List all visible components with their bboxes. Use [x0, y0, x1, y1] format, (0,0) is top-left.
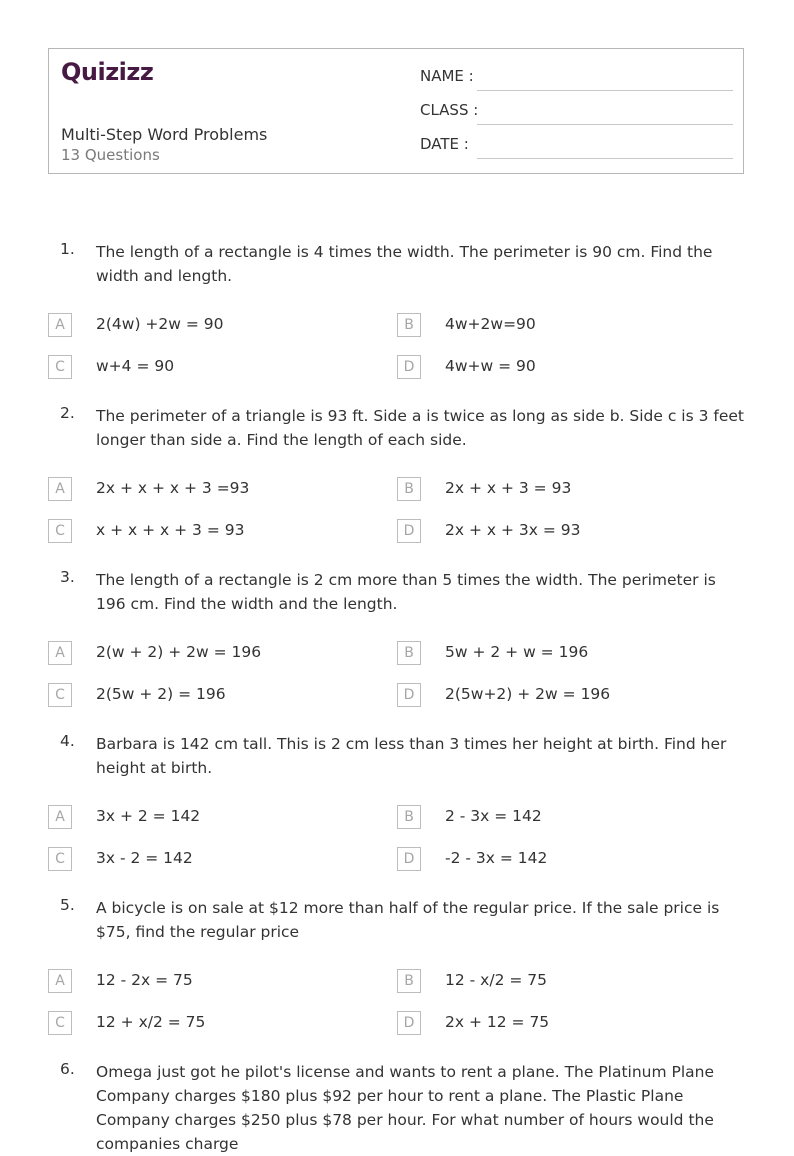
option-letter-box[interactable]: B [397, 805, 421, 829]
option-letter-box[interactable]: C [48, 683, 72, 707]
question-text: The perimeter of a triangle is 93 ft. Side a is twice as long as side b. Side c is 3 feet longer than side a. Find the length of each side. [96, 407, 744, 449]
option-text: 12 + x/2 = 75 [96, 1013, 206, 1031]
question-text: A bicycle is on sale at $12 more than half of the regular price. If the sale price is $75, find the regular price [96, 899, 720, 941]
option-text: 2(4w) +2w = 90 [96, 315, 224, 333]
question-text: Barbara is 142 cm tall. This is 2 cm less than 3 times her height at birth. Find her height at birth. [96, 735, 727, 777]
option-letter-box[interactable]: C [48, 1011, 72, 1035]
option-text: x + x + x + 3 = 93 [96, 521, 245, 539]
worksheet-title: Multi-Step Word Problems [61, 125, 268, 144]
option-letter-box[interactable]: A [48, 969, 72, 993]
option-letter-box[interactable]: B [397, 641, 421, 665]
question-count: 13 Questions [61, 146, 160, 164]
option-letter-box[interactable]: D [397, 355, 421, 379]
question-number: 1. [60, 240, 75, 258]
option-letter-box[interactable]: A [48, 641, 72, 665]
option-text: 4w+w = 90 [445, 357, 536, 375]
option-letter-box[interactable]: D [397, 683, 421, 707]
option-text: w+4 = 90 [96, 357, 175, 375]
option-letter-box[interactable]: A [48, 477, 72, 501]
date-field[interactable] [420, 135, 733, 159]
option-text: 2(w + 2) + 2w = 196 [96, 643, 262, 661]
class-label: CLASS : [420, 101, 479, 119]
option-text: 3x + 2 = 142 [96, 807, 201, 825]
option-text: 4w+2w=90 [445, 315, 536, 333]
option-text: 2x + x + 3 = 93 [445, 479, 572, 497]
option-text: -2 - 3x = 142 [445, 849, 548, 867]
option-text: 3x - 2 = 142 [96, 849, 193, 867]
option-letter-box[interactable]: C [48, 519, 72, 543]
option-text: 2x + 12 = 75 [445, 1013, 550, 1031]
option-letter-box[interactable]: A [48, 805, 72, 829]
question-number: 4. [60, 732, 75, 750]
question-text: The length of a rectangle is 4 times the width. The perimeter is 90 cm. Find the width and length. [96, 243, 713, 285]
date-line[interactable] [477, 158, 733, 159]
question-number: 2. [60, 404, 75, 422]
option-text: 2(5w + 2) = 196 [96, 685, 226, 703]
class-line[interactable] [477, 124, 733, 125]
option-text: 2x + x + 3x = 93 [445, 521, 581, 539]
option-letter-box[interactable]: C [48, 847, 72, 871]
name-field[interactable] [420, 67, 733, 91]
option-letter-box[interactable]: B [397, 969, 421, 993]
option-text: 12 - 2x = 75 [96, 971, 193, 989]
option-text: 12 - x/2 = 75 [445, 971, 547, 989]
date-label: DATE : [420, 135, 469, 153]
name-line[interactable] [477, 90, 733, 91]
option-letter-box[interactable]: C [48, 355, 72, 379]
class-field[interactable] [420, 101, 733, 125]
option-text: 2x + x + x + 3 =93 [96, 479, 250, 497]
option-text: 5w + 2 + w = 196 [445, 643, 589, 661]
name-label: NAME : [420, 67, 474, 85]
question-number: 5. [60, 896, 75, 914]
quizizz-logo: Quizizz [61, 58, 154, 86]
question-number: 3. [60, 568, 75, 586]
option-text: 2(5w+2) + 2w = 196 [445, 685, 611, 703]
question-text: The length of a rectangle is 2 cm more than 5 times the width. The perimeter is 196 cm. Find the width and the length. [96, 571, 716, 613]
option-letter-box[interactable]: D [397, 519, 421, 543]
option-letter-box[interactable]: A [48, 313, 72, 337]
option-letter-box[interactable]: B [397, 477, 421, 501]
option-text: 2 - 3x = 142 [445, 807, 542, 825]
option-letter-box[interactable]: D [397, 1011, 421, 1035]
option-letter-box[interactable]: D [397, 847, 421, 871]
question-number: 6. [60, 1060, 75, 1078]
question-text: Omega just got he pilot's license and wants to rent a plane. The Platinum Plane Company charges $180 plus $92 per hour to rent a plane. The Plastic Plane Company charges $250 plus $78 per hour. For what number of hours would the companies charge [96, 1063, 715, 1153]
option-letter-box[interactable]: B [397, 313, 421, 337]
worksheet-header [48, 48, 744, 174]
